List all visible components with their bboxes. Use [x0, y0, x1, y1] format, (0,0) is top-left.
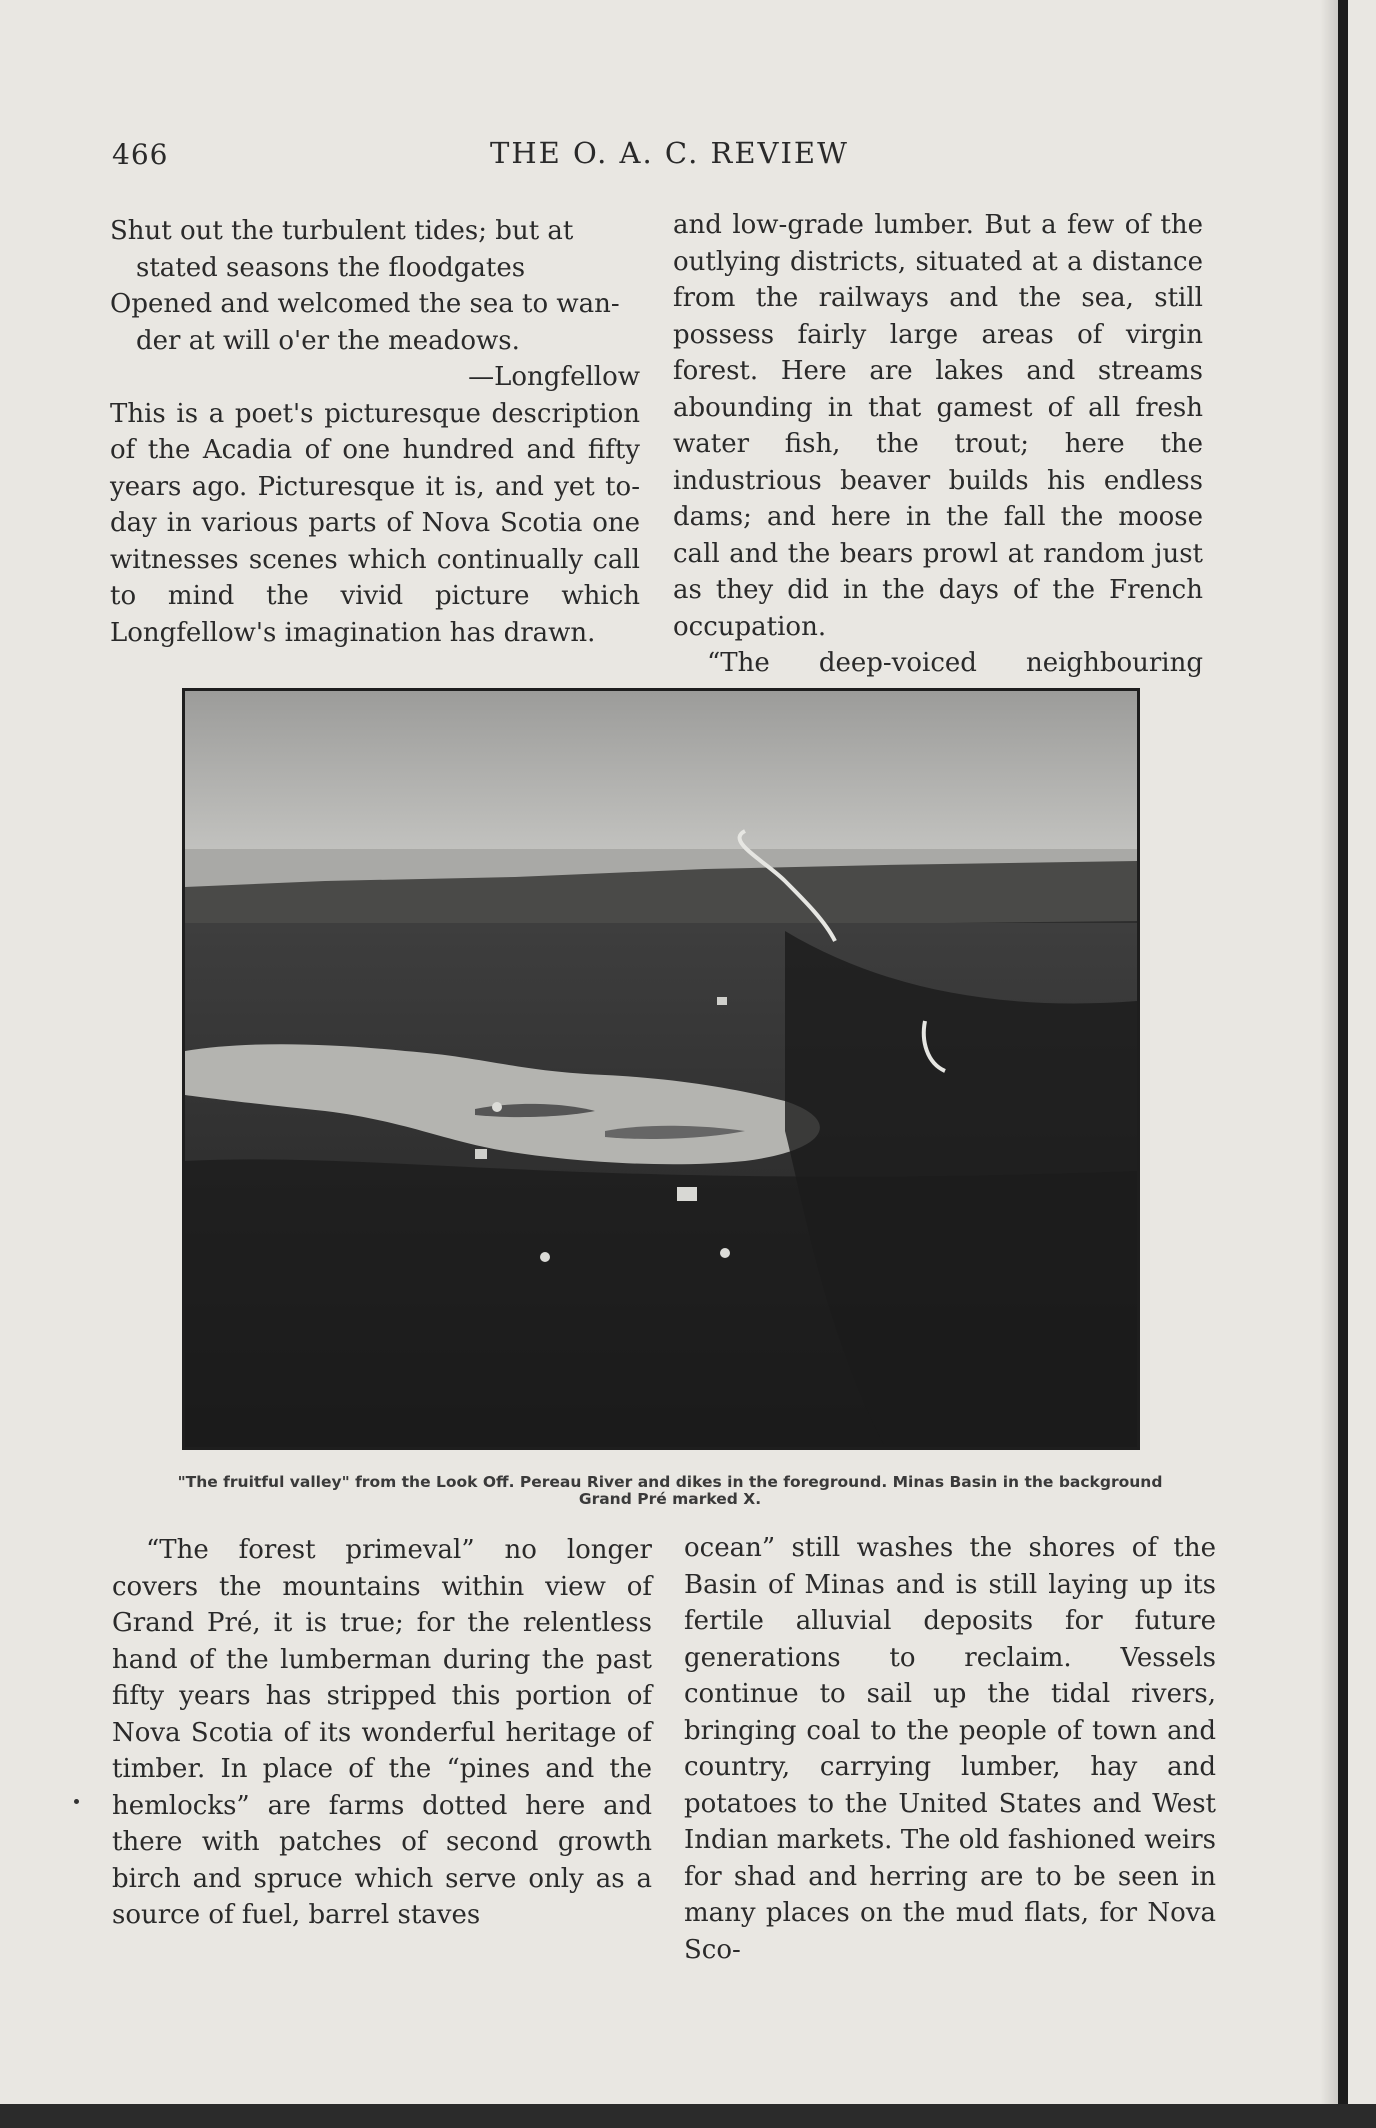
- caption-line: "The fruitful valley" from the Look Off. Pereau River and dikes in the foreground. Minas Basin in the background: [177, 1473, 1163, 1491]
- page-number: 466: [112, 138, 169, 171]
- margin-mark: [74, 1799, 79, 1804]
- running-head: THE O. A. C. REVIEW: [490, 136, 849, 170]
- photograph: [182, 688, 1140, 1450]
- column-bottom-right: [684, 1530, 1216, 1968]
- column-top-left: [110, 213, 640, 651]
- page-edge-right: [1338, 0, 1348, 2128]
- figure-caption: [120, 1474, 1220, 1508]
- quote-start: “The deep-voiced neighbouring: [707, 648, 1203, 678]
- verse-line: der at will o'er the meadows.: [136, 325, 520, 356]
- attribution: —Longfellow: [468, 362, 640, 392]
- page-edge-right-shade: [1320, 0, 1338, 2128]
- paragraph: and low-grade lumber. But a few of the outlying districts, situated at a distance from the railways and the sea, still possess fairly large areas of virgin forest. Here are lakes and streams abounding in that gamest of all fresh water fish, the trout; here the industrious beaver builds his endless dams; and here in the fall the moose call and the bears prowl at random just as they did in the days of the French occupation.: [673, 210, 1203, 642]
- verse-line: Shut out the turbulent tides; but at: [110, 216, 574, 246]
- verse-line: Opened and welcomed the sea to wan-: [110, 289, 620, 319]
- paragraph: “The forest primeval” no longer covers the mountains within view of Grand Pré, it is true; for the relentless hand of the lumberman during the past fifty years has stripped this portion of Nova Scotia of its wonderful heritage of timber. In place of the “pines and the hemlocks” are farms dotted here and there with patches of second growth birch and spruce which serve only as a source of fuel, barrel staves: [112, 1535, 652, 1930]
- page-edge-bottom: [0, 2104, 1376, 2128]
- caption-line: Grand Pré marked X.: [578, 1490, 762, 1508]
- paragraph: This is a poet's picturesque description of the Acadia of one hundred and fifty years ago. Picturesque it is, and yet to-day in various parts of Nova Scotia one witnesses scenes which continually call to mind the vivid picture which Longfellow's imagination has drawn.: [110, 398, 640, 648]
- column-bottom-left: [112, 1532, 652, 1934]
- paragraph: ocean” still washes the shores of the Basin of Minas and is still laying up its fertile alluvial deposits for future generations to reclaim. Vessels continue to sail up the tidal rivers, bringing coal to the people of town and country, carrying lumber, hay and potatoes to the United States and West Indian markets. The old fashioned weirs for shad and herring are to be seen in many places on the mud flats, for Nova Sco-: [684, 1533, 1216, 1965]
- verse-line: stated seasons the floodgates: [136, 252, 526, 283]
- landscape-photo: [185, 691, 1137, 1447]
- column-top-right: [673, 207, 1203, 682]
